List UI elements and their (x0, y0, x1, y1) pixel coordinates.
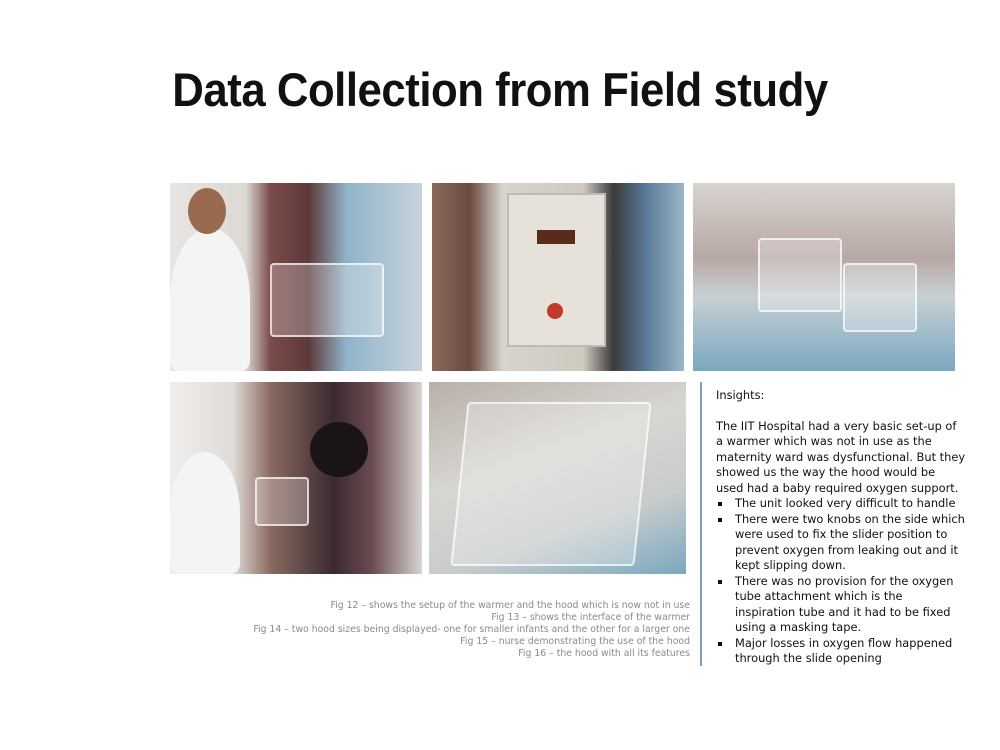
insights-list (716, 496, 966, 667)
photo-hood-features (429, 382, 686, 574)
photo-warmer-setup (170, 183, 422, 371)
insights-panel (716, 388, 966, 667)
warmer-panel (507, 193, 606, 347)
knob (547, 303, 563, 319)
insight-item: Major losses in oxygen flow happened through the slide opening (716, 636, 966, 667)
photo-two-hood-sizes (693, 183, 955, 371)
photo-nurse-demonstration (170, 382, 422, 574)
insight-item: There were two knobs on the side which were used to fix the slider position to prevent oxygen from leaking out and it kept slipping down. (716, 512, 966, 574)
nurse-head (188, 188, 226, 234)
nurse-figure (170, 452, 240, 574)
large-hood (758, 238, 842, 312)
hood-shape (270, 263, 384, 337)
caption-fig16: Fig 16 – the hood with all its features (518, 648, 690, 659)
slide-title: Data Collection from Field study (172, 63, 828, 116)
insight-item: There was no provision for the oxygen tube attachment which is the inspiration tube and it had to be fixed using a masking tape. (716, 574, 966, 636)
insight-item: The unit looked very difficult to handle (716, 496, 966, 512)
photo-warmer-interface (432, 183, 684, 371)
caption-fig12: Fig 12 – shows the setup of the warmer and the hood which is now not in use (330, 600, 690, 611)
caption-fig15: Fig 15 – nurse demonstrating the use of the hood (460, 636, 690, 647)
insights-heading: Insights: (716, 388, 765, 402)
caption-fig14: Fig 14 – two hood sizes being displayed- one for smaller infants and the other for a larger one (253, 624, 690, 635)
insights-intro: The IIT Hospital had a very basic set-up of a warmer which was not in use as the maternity ward was dysfunctional. But they showed us the way the hood would be used had a baby required oxygen support. (716, 418, 966, 495)
divider-line (700, 382, 702, 666)
small-hood (843, 263, 917, 332)
display (537, 230, 575, 244)
hood-closeup (450, 402, 651, 566)
nurse-figure (170, 228, 250, 371)
hood-shape (255, 477, 309, 526)
figure-captions (253, 600, 690, 660)
caption-fig13: Fig 13 – shows the interface of the warmer (491, 612, 690, 623)
visitor-head (310, 422, 368, 477)
